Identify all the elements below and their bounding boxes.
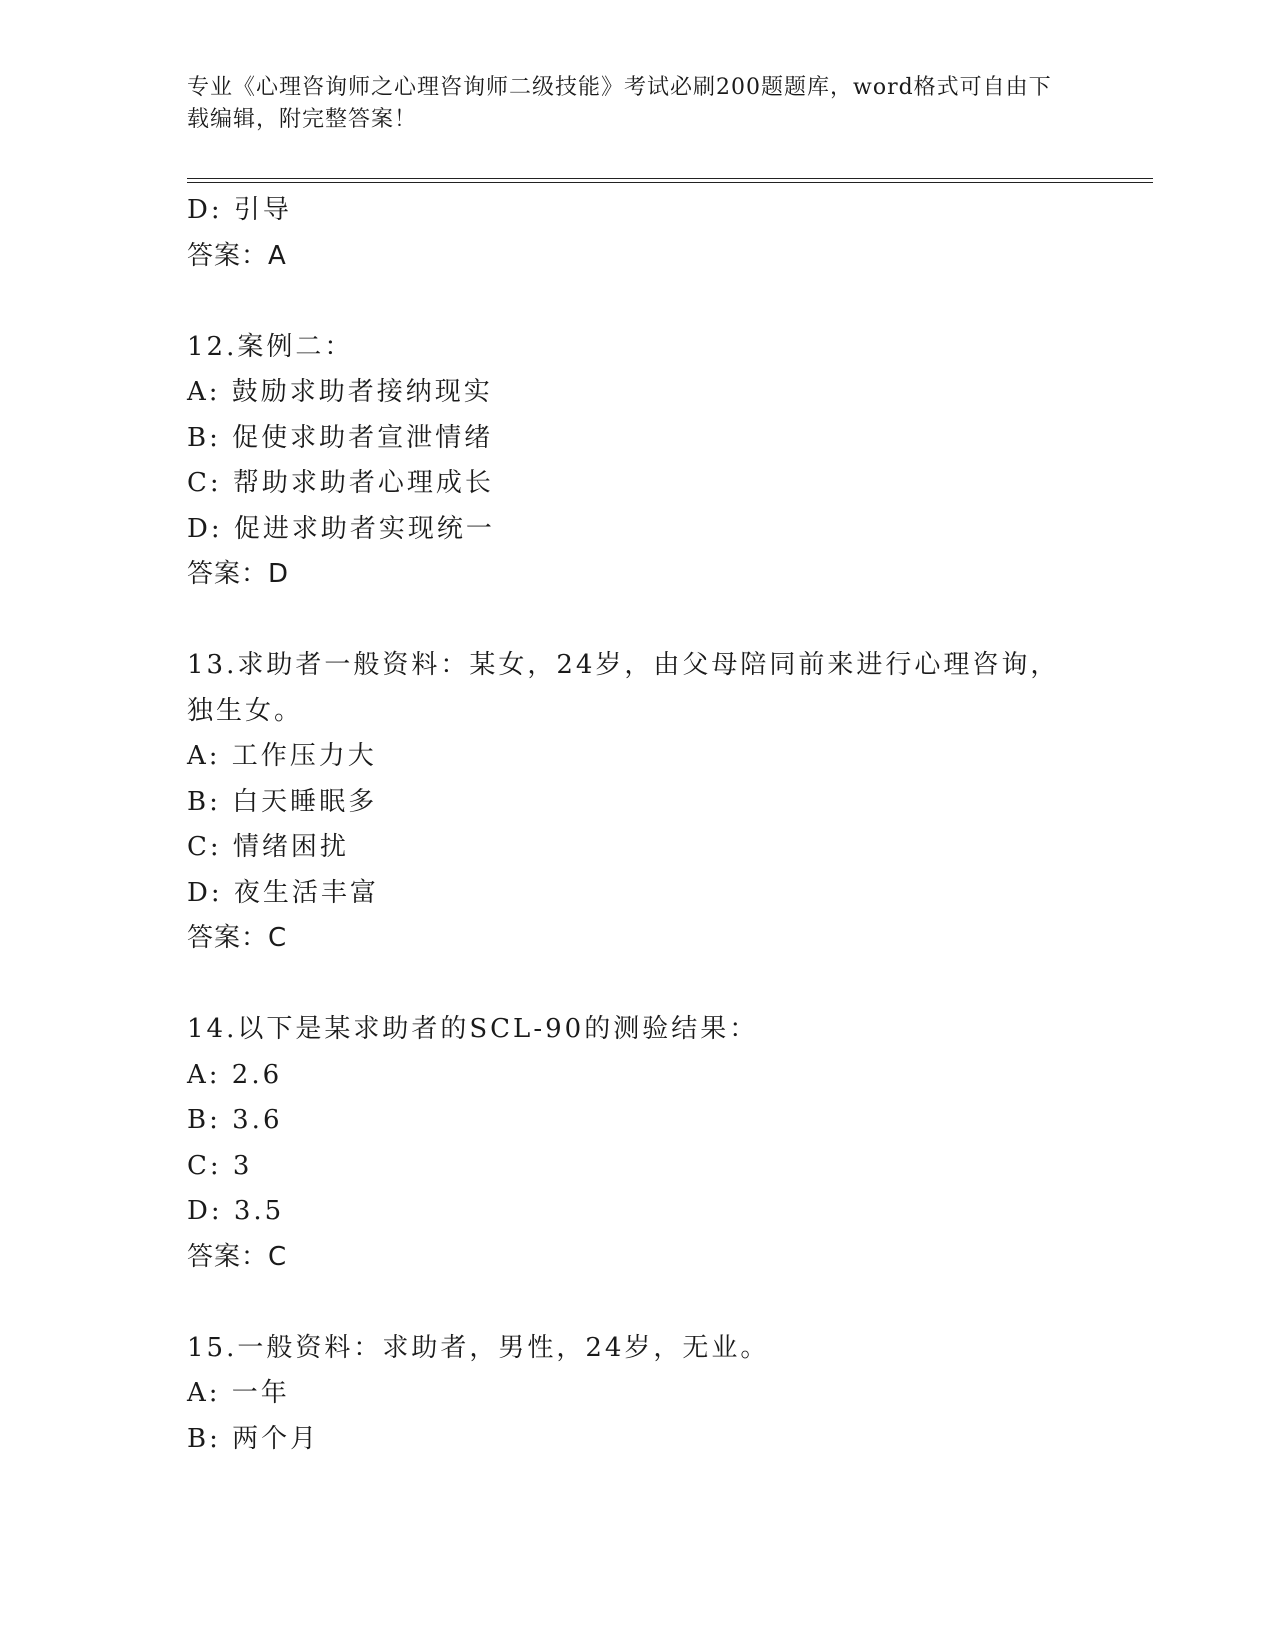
option-a: A: 工作压力大 — [187, 741, 377, 771]
question-12 — [187, 325, 1087, 598]
option-c: C: 3 — [187, 1150, 253, 1181]
question-stem: 15.一般资料：求助者，男性，24岁，无业。 — [187, 1332, 770, 1363]
option-a: A: 鼓励求助者接纳现实 — [187, 377, 493, 407]
question-list — [187, 188, 1087, 1462]
document-header — [187, 72, 1067, 136]
option-c: C: 帮助求助者心理成长 — [187, 468, 494, 498]
option-d: D: 夜生活丰富 — [187, 877, 379, 908]
answer-line: 答案：C — [187, 1241, 288, 1272]
option-b: B: 促使求助者宣泄情绪 — [187, 422, 494, 453]
option-b: B: 白天睡眠多 — [187, 786, 378, 817]
question-stem: 14.以下是某求助者的SCL-90的测验结果： — [187, 1014, 759, 1044]
question-14 — [187, 1007, 1087, 1280]
document-title: 专业《心理咨询师之心理咨询师二级技能》考试必刷200题题库，word格式可自由下载编辑，附完整答案！ — [187, 75, 1052, 132]
option-c: C: 情绪困扰 — [187, 832, 349, 862]
option-b: B: 3.6 — [187, 1105, 283, 1135]
question-15 — [187, 1326, 1087, 1463]
option-d: D: 引导 — [187, 195, 292, 225]
answer-line: 答案：C — [187, 923, 288, 953]
question-stem: 13.求助者一般资料：某女，24岁，由父母陪同前来进行心理咨询，独生女。 — [187, 650, 1060, 726]
option-d: D: 促进求助者实现统一 — [187, 513, 495, 544]
question-stem: 12.案例二： — [187, 331, 354, 362]
question-13 — [187, 643, 1087, 962]
header-rule-top — [187, 178, 1153, 179]
option-d: D: 3.5 — [187, 1196, 285, 1226]
option-a: A: 一年 — [187, 1378, 290, 1408]
option-b: B: 两个月 — [187, 1423, 320, 1454]
answer-line: 答案：D — [187, 559, 290, 589]
header-rule-bottom — [187, 182, 1153, 183]
answer-line: 答案：A — [187, 240, 287, 271]
option-a: A: 2.6 — [187, 1059, 283, 1090]
